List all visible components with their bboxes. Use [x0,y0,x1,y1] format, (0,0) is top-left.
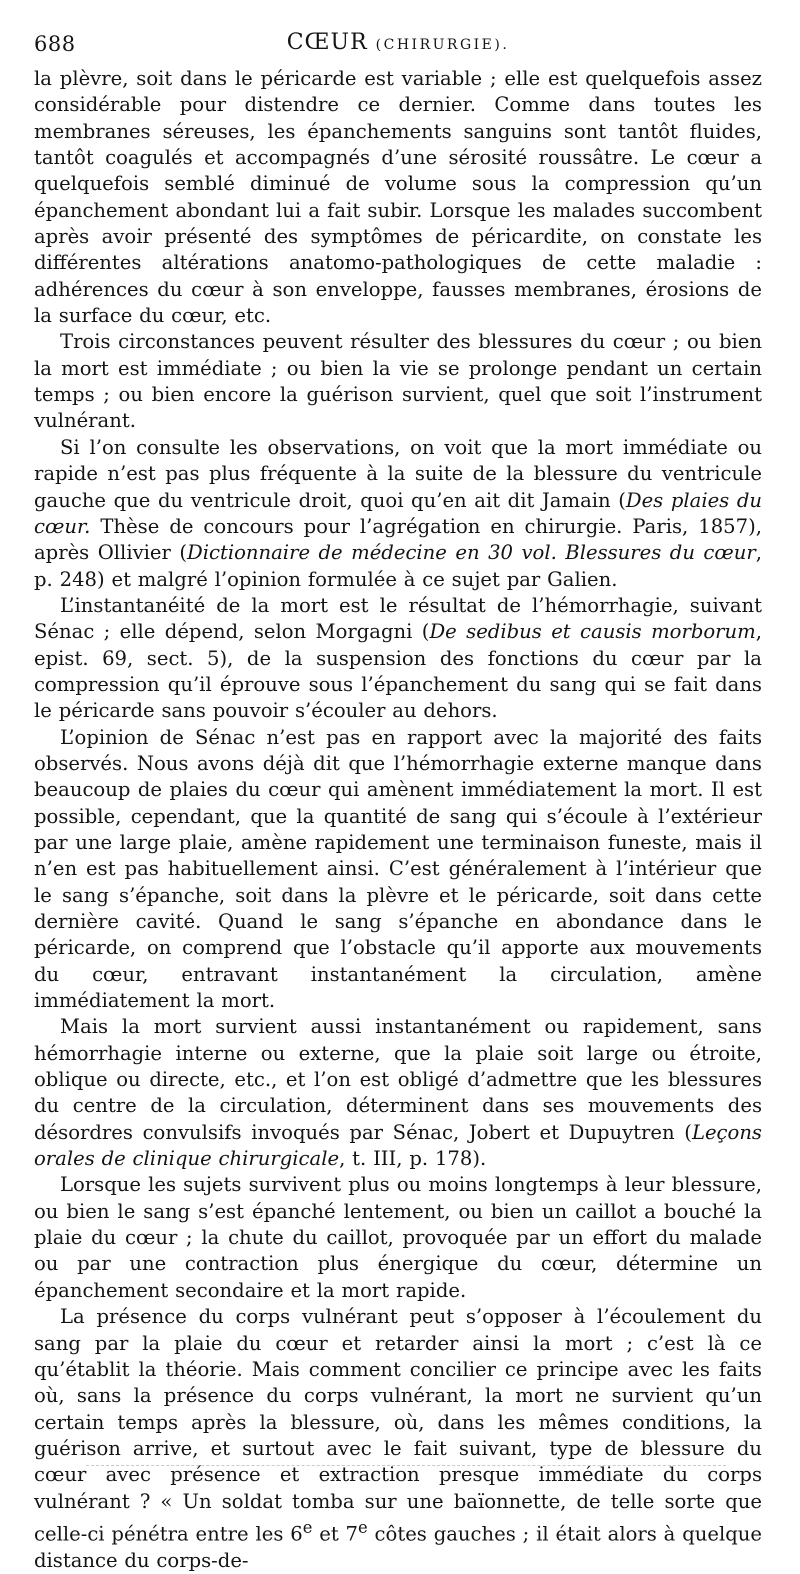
text-run: , t. III, p. 178). [339,1147,487,1171]
text-run: L’instantanéité de la mort est le résultat de l’hémorrhagie, suivant Sénac ; elle dépend, selon Morgagni ( [34,593,762,644]
text-run: Si l’on consulte les observations, on voit que la mort immédiate ou rapide n’est pas plus fréquente à la suite de la blessure du ventricule gauche que du ventricule droit, quoi qu’en ait dit Jamain ( [34,435,762,512]
text-run: Lorsque les sujets survivent plus ou moins longtemps à leur blessure, ou bien le sang s’est épanché lentement, ou bien un caillot a bouché la plaie du cœur ; la chute du caillot, provoquée par un effort du malade ou par une contraction plus énergique du cœur, détermine un épanchement secondaire et la mort rapide. [34,1173,762,1302]
italic-citation: De sedibus et causis morborum [429,620,756,644]
text-run: Thèse de concours pour l’agrégation en chirurgie. Paris, 1857), après Ollivier ( [34,514,762,565]
text-run: et 7 [312,1522,359,1546]
running-title [34,30,762,55]
italic-citation: Dictionnaire de médecine en 30 vol. Blessures du cœur [187,541,756,565]
paragraph [34,329,762,434]
text-run: côtes gauches ; il était alors à quelque distance du corps-de- [34,1522,762,1572]
text-run: L’opinion de Sénac n’est pas en rapport avec la majorité des faits observés. Nous avons déjà dit que l’hémorrhagie externe manque dans beaucoup de plaies du cœur qui amènent immédiatement la mort. Il est possible, cependant, que la quantité de sang qui s’écoule à l’extérieur par une large plaie, amène rapidement une terminaison funeste, mais il n’en est pas habituellement ainsi. C’est généralement à l’intérieur que le sang s’épanche, soit dans la plèvre et le péricarde, soit dans cette dernière cavité. Quand le sang s’épanche en abondance dans le péricarde, on comprend que l’obstacle qu’il apporte aux mouvements du cœur, entravant instantanément la circulation, amène immédiatement la mort. [34,725,762,1013]
italic-citation: Leçons orales de clinique chirurgicale [34,1120,762,1171]
paragraph [34,725,762,1015]
superscript: e [358,1517,368,1537]
page-header [34,22,762,62]
page-number: 688 [34,32,76,56]
running-title-subtitle: (CHIRURGIE). [375,37,510,53]
body-text [34,66,762,1574]
superscript: e [302,1517,313,1537]
book-page [34,22,762,1574]
paragraph [34,1014,762,1172]
text-run: , epist. 69, sect. 5), de la suspension des fonctions du cœur par la compression qu’il éprouve sous l’épanchement du sang qui se fait dans le péricarde sans pouvoir s’écouler au dehors. [34,620,762,723]
italic-citation: Des plaies du cœur. [34,488,762,538]
paragraph [34,1304,762,1574]
text-run: Trois circonstances peuvent résulter des blessures du cœur ; ou bien la mort est immédiate ; ou bien la vie se prolonge pendant un certain temps ; ou bien encore la guérison survient, quel que soit l’instrument vulnérant. [34,330,762,433]
paragraph [34,593,762,725]
text-run: Mais la mort survient aussi instantanément ou rapidement, sans hémorrhagie interne ou externe, que la plaie soit large ou étroite, oblique ou directe, etc., et l’on est obligé d’admettre que les blessures du centre de la circulation, déterminent dans ses mouvements des désordres convulsifs invoqués par Sénac, Jobert et Dupuytren ( [34,1015,762,1144]
text-run: La présence du corps vulnérant peut s’opposer à l’écoulement du sang par la plaie du cœur et retarder ainsi la mort ; c’est là ce qu’établit la théorie. Mais comment concilier ce principe avec les faits où, sans la présence du corps vulnérant, la mort ne survient qu’un certain temps après la blessure, où, dans les mêmes conditions, la guérison arrive, et surtout avec le fait suivant, type de blessure du cœur avec présence et extraction presque immédiate du corps vulnérant ? « Un soldat tomba sur une baïonnette, de telle sorte que celle-ci pénétra entre les 6 [34,1305,762,1546]
text-run: , p. 248) et malgré l’opinion formulée à ce sujet par Galien. [34,541,762,591]
running-title-main: CŒUR [286,30,368,55]
footer-rule [86,1465,726,1466]
paragraph [34,1172,762,1304]
paragraph [34,66,762,329]
text-run: la plèvre, soit dans le péricarde est variable ; elle est quelquefois assez considérable pour distendre ce dernier. Comme dans toutes les membranes séreuses, les épanchements sanguins sont tantôt fluides, tantôt coagulés et accompagnés d’une sérosité roussâtre. Le cœur a quelquefois semblé diminué de volume sous la compression qu’un épanchement abondant lui a fait subir. Lorsque les malades succombent après avoir présenté des symptômes de péricardite, on constate les différentes altérations anatomo-pathologiques de cette maladie : adhérences du cœur à son enveloppe, fausses membranes, érosions de la surface du cœur, etc. [34,67,762,328]
paragraph [34,435,762,593]
